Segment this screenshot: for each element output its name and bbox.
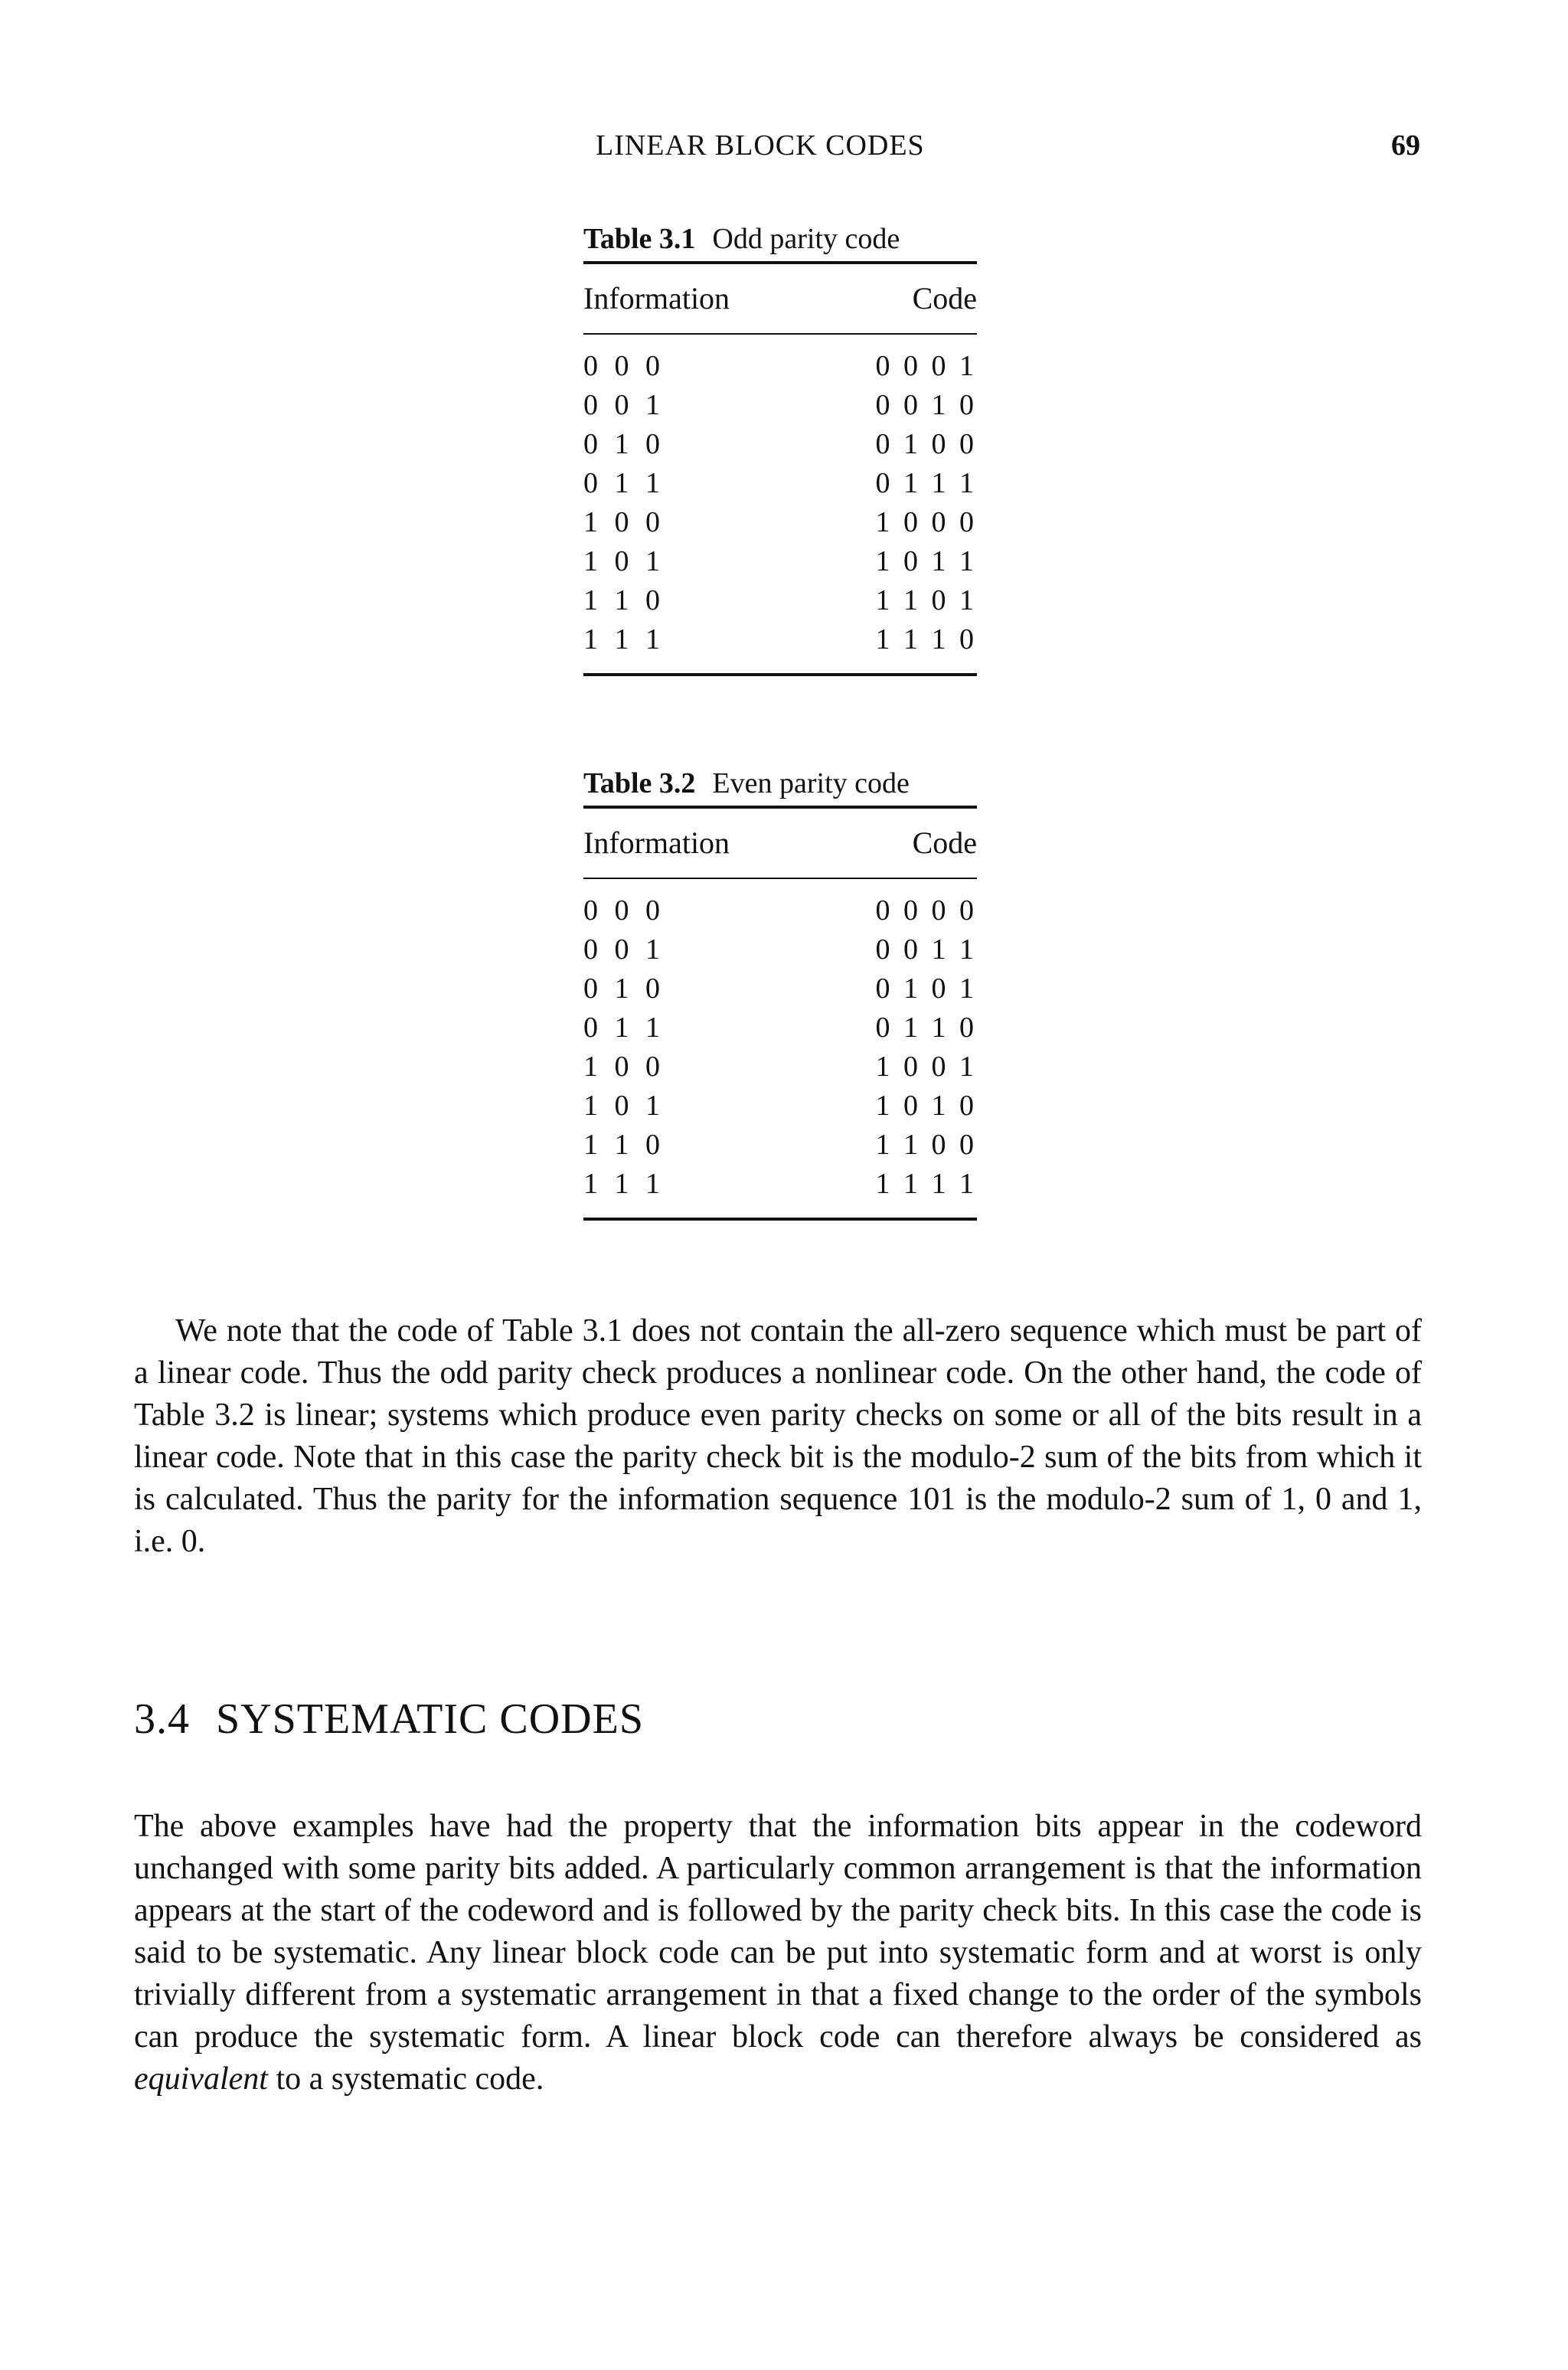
table-body: [583, 879, 977, 1218]
table-row: [583, 542, 977, 581]
table-row: [583, 581, 977, 620]
paragraph-text: We note that the code of Table 3.1 does not contain the all-zero sequence which must be part of a linear code. Thus the odd parity check produces a nonlinear code. On the other hand, the code of Table 3.2 is linear; systems which produce even parity checks on some or all of the bits result in a linear code. Note that in this case the parity check bit is the modulo-2 sum of the bits from which it is calculated. Thus the parity for the information sequence 101 is the modulo-2 sum of 1, 0 and 1, i.e. 0.: [134, 1313, 1422, 1559]
cell-code: 1 1 1 0: [875, 623, 977, 655]
table-row: [583, 347, 977, 386]
table-row: [583, 386, 977, 425]
cell-information: 0 1 0: [583, 428, 665, 460]
table-title: Odd parity code: [712, 223, 900, 255]
table-caption: [583, 217, 977, 261]
table-header: [583, 809, 977, 878]
col-information: Information: [583, 825, 730, 860]
cell-information: 1 0 0: [583, 1051, 665, 1083]
table-row: [583, 1087, 977, 1126]
col-code: Code: [912, 281, 977, 315]
cell-code: 1 1 0 0: [875, 1129, 977, 1161]
cell-information: 0 0 0: [583, 350, 665, 382]
table-row: [583, 1048, 977, 1087]
table-row: [583, 891, 977, 930]
cell-code: 0 1 1 1: [875, 467, 977, 499]
cell-information: 1 1 1: [583, 1168, 665, 1200]
cell-code: 1 1 0 1: [875, 584, 977, 616]
table-bottom-rule: [583, 1218, 977, 1221]
cell-code: 0 0 1 0: [875, 389, 977, 421]
cell-code: 1 0 1 0: [875, 1090, 977, 1122]
cell-information: 1 1 0: [583, 584, 665, 616]
paragraph-text: The above examples have had the property that the information bits appear in the codeword unchanged with some parity bits added. A particularly common arrangement is that the information appears at the start of the codeword and is followed by the parity check bits. In this case the code is said to be systematic. Any linear block code can be put into systematic form and at worst is only trivially different from a systematic arrangement in that a fixed change to the order of the symbols can produce the systematic form. A linear block code can therefore always be considered as: [134, 1809, 1422, 2055]
col-information: Information: [583, 281, 730, 315]
table-bottom-rule: [583, 673, 977, 676]
table-row: [583, 1126, 977, 1165]
table-row: [583, 620, 977, 659]
cell-information: 1 1 0: [583, 1129, 665, 1161]
cell-code: 0 0 0 1: [875, 350, 977, 382]
cell-code: 1 0 0 1: [875, 1051, 977, 1083]
table-body: [583, 335, 977, 673]
cell-information: 1 0 1: [583, 1090, 665, 1122]
cell-information: 0 0 1: [583, 389, 665, 421]
cell-code: 0 1 1 0: [875, 1012, 977, 1044]
cell-information: 0 0 1: [583, 933, 665, 966]
cell-code: 0 0 0 0: [875, 894, 977, 927]
cell-information: 1 1 1: [583, 623, 665, 655]
cell-code: 0 0 1 1: [875, 933, 977, 966]
running-head: LINEAR BLOCK CODES: [596, 129, 925, 162]
table-row: [583, 969, 977, 1008]
table-row: [583, 930, 977, 969]
table-header: [583, 264, 977, 333]
cell-code: 1 1 1 1: [875, 1168, 977, 1200]
table-title: Even parity code: [712, 767, 910, 799]
table-row: [583, 464, 977, 503]
cell-code: 0 1 0 0: [875, 428, 977, 460]
cell-information: 1 0 1: [583, 545, 665, 577]
emphasis-equivalent: equivalent: [134, 2061, 268, 2097]
paragraph-parity: [134, 1310, 1422, 1563]
cell-information: 0 1 1: [583, 467, 665, 499]
table-caption: [583, 761, 977, 806]
paragraph-systematic: [134, 1806, 1422, 2100]
cell-information: 0 0 0: [583, 894, 665, 927]
section-title: SYSTEMATIC CODES: [216, 1695, 644, 1743]
table-row: [583, 1008, 977, 1048]
cell-information: 0 1 0: [583, 973, 665, 1005]
table-row: [583, 503, 977, 542]
paragraph-text-end: to a systematic code.: [267, 2061, 544, 2097]
cell-code: 1 0 1 1: [875, 545, 977, 577]
table-label: Table 3.1: [583, 223, 696, 255]
cell-code: 0 1 0 1: [875, 973, 977, 1005]
page-number: 69: [1391, 129, 1420, 162]
table-row: [583, 1165, 977, 1204]
cell-code: 1 0 0 0: [875, 506, 977, 538]
section-heading: [134, 1695, 644, 1744]
table-3-2: [583, 761, 977, 1221]
cell-information: 1 0 0: [583, 506, 665, 538]
col-code: Code: [912, 825, 977, 860]
table-3-1: [583, 217, 977, 676]
cell-information: 0 1 1: [583, 1012, 665, 1044]
table-row: [583, 425, 977, 464]
section-number: 3.4: [134, 1695, 190, 1743]
table-label: Table 3.2: [583, 767, 696, 799]
